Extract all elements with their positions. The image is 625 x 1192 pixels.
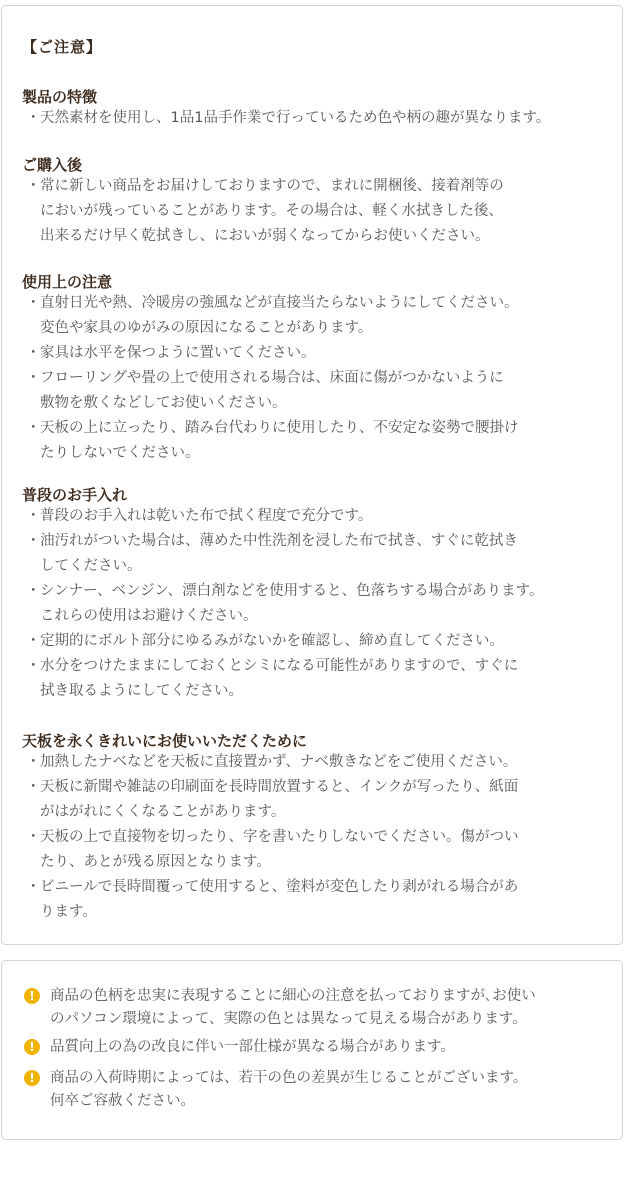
bullet-continuation: たりしないでください。	[40, 445, 200, 461]
bullet-item	[26, 877, 518, 897]
bullet-mark: ・	[26, 658, 41, 674]
bullet-continuation: ります。	[40, 904, 97, 920]
bullet-text: 常に新しい商品をお届けしておりますので、まれに開梱後、接着剤等の	[40, 178, 504, 194]
bullet-item	[26, 656, 518, 676]
bullet-continuation: 出来るだけ早く乾拭きし、においが弱くなってからお使いください。	[40, 228, 490, 244]
bullet-mark: ・	[26, 110, 41, 126]
section-title: 普段のお手入れ	[22, 486, 128, 504]
caution-heading: 【ご注意】	[22, 38, 103, 56]
notice-continuation: のパソコン環境によって、実際の色とは異なって見える場合があります。	[50, 1011, 527, 1027]
notice-text: 商品の入荷時期によっては、若干の色の差異が生じることがございます。	[50, 1070, 528, 1086]
bullet-mark: ・	[26, 295, 41, 311]
bullet-item	[26, 777, 518, 797]
bullet-continuation: 変色や家具のゆがみの原因になることがあります。	[40, 320, 373, 336]
bullet-mark: ・	[26, 779, 41, 795]
notice-text: 品質向上の為の改良に伴い一部仕様が異なる場合があります。	[50, 1039, 455, 1055]
exclamation-icon: !	[24, 1070, 40, 1086]
bullet-item	[26, 752, 517, 772]
bullet-text: 直射日光や熱、冷暖房の強風などが直接当たらないようにしてください。	[40, 295, 519, 311]
bullet-mark: ・	[26, 420, 41, 436]
bullet-text: ビニールで長時間覆って使用すると、塗料が変色したり剥がれる場合があ	[40, 879, 519, 895]
bullet-text: 普段のお手入れは乾いた布で拭く程度で充分です。	[40, 508, 373, 524]
bullet-continuation: 拭き取るようにしてください。	[40, 683, 243, 699]
bullet-mark: ・	[26, 345, 41, 361]
bullet-item	[26, 531, 518, 551]
bullet-item	[26, 506, 372, 526]
bullet-mark: ・	[26, 370, 41, 386]
bullet-item	[26, 368, 504, 388]
bullet-mark: ・	[26, 583, 41, 599]
bullet-mark: ・	[26, 754, 41, 770]
section-title: ご購入後	[22, 156, 83, 174]
bullet-text: 油汚れがついた場合は、薄めた中性洗剤を浸した布で拭き、すぐに乾拭き	[40, 533, 518, 549]
bullet-continuation: 敷物を敷くなどしてお使いください。	[40, 395, 287, 411]
bullet-text: シンナー、ベンジン、漂白剤などを使用すると、色落ちする場合があります。	[40, 583, 544, 599]
bullet-text: 天板の上で直接物を切ったり、字を書いたりしないでください。傷がつい	[40, 829, 519, 845]
bullet-text: 家具は水平を保つように置いてください。	[40, 345, 316, 361]
bullet-text: 定期的にボルト部分にゆるみがないかを確認し、締め直してください。	[40, 633, 504, 649]
bullet-mark: ・	[26, 533, 41, 549]
bullet-text: 天板の上に立ったり、踏み台代わりに使用したり、不安定な姿勢で腰掛け	[40, 420, 519, 436]
bullet-text: 天板に新聞や雑誌の印刷面を長時間放置すると、インクが写ったり、紙面	[40, 779, 519, 795]
exclamation-icon: !	[24, 1039, 40, 1055]
notice-text: 商品の色柄を忠実に表現することに細心の注意を払っておりますが､お使い	[50, 988, 536, 1004]
bullet-continuation: においが残っていることがあります。その場合は、軽く水拭きした後、	[40, 203, 503, 219]
bullet-mark: ・	[26, 508, 41, 524]
bullet-mark: ・	[26, 633, 41, 649]
bullet-item	[26, 827, 519, 847]
bullet-mark: ・	[26, 879, 41, 895]
bullet-text: 天然素材を使用し、1品1品手作業で行っているため色や柄の趣が異なります。	[40, 110, 551, 126]
bullet-item	[26, 293, 519, 313]
bullet-mark: ・	[26, 829, 41, 845]
bullet-mark: ・	[26, 178, 41, 194]
section-title: 天板を永くきれいにお使いいただくために	[22, 732, 308, 750]
bullet-item	[26, 108, 550, 128]
section-title: 使用上の注意	[22, 273, 113, 291]
bullet-item	[26, 418, 519, 438]
bullet-item	[26, 581, 544, 601]
bullet-item	[26, 631, 504, 651]
bullet-text: フローリングや畳の上で使用される場合は、床面に傷がつかないように	[40, 370, 504, 386]
bullet-continuation: してください。	[40, 558, 142, 574]
bullet-item	[26, 176, 504, 196]
bullet-text: 水分をつけたままにしておくとシミになる可能性がありますので、すぐに	[40, 658, 519, 674]
bullet-text: 加熱したナベなどを天板に直接置かず、ナベ敷きなどをご使用ください。	[40, 754, 518, 770]
bullet-continuation: これらの使用はお避けください。	[40, 608, 258, 624]
section-title: 製品の特徴	[22, 88, 98, 106]
bullet-continuation: がはがれにくくなることがあります。	[40, 804, 286, 820]
bullet-continuation: たり、あとが残る原因となります。	[40, 854, 271, 870]
exclamation-icon: !	[24, 988, 40, 1004]
notice-continuation: 何卒ご容赦ください。	[50, 1093, 195, 1109]
bullet-item	[26, 343, 316, 363]
